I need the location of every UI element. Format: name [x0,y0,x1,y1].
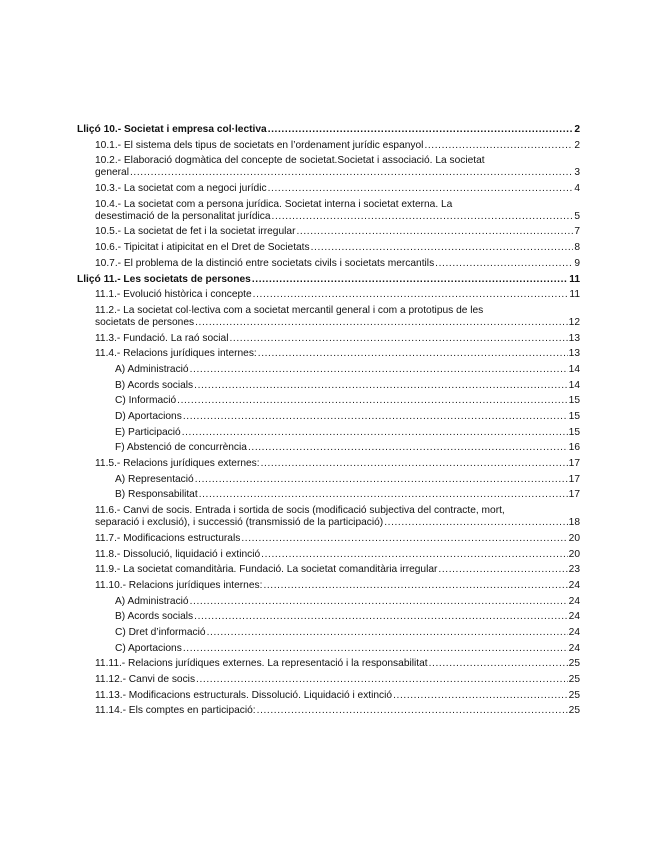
toc-entry[interactable] [95,226,580,238]
toc-page-number: 17 [568,489,580,501]
toc-entry-title: D) Aportacions [115,411,182,422]
toc-entry-title: separació i exclusió), i successió (transmissió de la participació) [95,517,384,529]
toc-entry-title: societats de persones [95,316,195,328]
toc-entry-title: 10.6.- Tipicitat i atipicitat en el Dret de Societats [95,242,310,254]
toc-entry[interactable] [95,549,580,561]
dot-leader [182,427,568,439]
toc-page-number: 20 [568,532,580,544]
dot-leader [384,517,567,529]
dot-leader [194,380,568,392]
toc-entry-title: 11.5.- Relacions jurídiques externes: [95,458,260,470]
toc-entry[interactable] [95,533,580,545]
toc-page-number: 3 [574,167,580,179]
toc-entry-title: 10.1.- El sistema dels tipus de societats en l’ordenament jurídic espanyol [95,139,424,151]
dot-leader [183,411,568,423]
toc-entry[interactable] [95,258,580,270]
toc-entry-title: C) Aportacions [115,642,182,654]
toc-page-number: 17 [568,473,580,485]
toc-entry-title: 11.4.- Relacions jurídiques internes: [95,348,257,360]
toc-entry-title-line: 11.2.- La societat col·lectiva com a societat mercantil general i com a prototipus de les [95,304,484,316]
toc-entry-title: E) Participació [115,426,181,438]
dot-leader [253,289,569,301]
toc-entry[interactable] [95,242,580,254]
toc-entry[interactable] [95,305,580,329]
toc-entry[interactable] [115,489,580,501]
toc-entry[interactable] [77,274,580,286]
toc-entry-title: 10.7.- El problema de la distinció entre societats civils i societats mercantils [95,257,435,269]
toc-page-number: 24 [568,579,580,591]
toc-entry[interactable] [95,333,580,345]
toc-entry[interactable] [115,596,580,608]
toc-entry[interactable] [115,474,580,486]
toc-entry-title: C) Informació [115,395,177,407]
toc-entry-title: 10.3.- La societat com a negoci jurídic [95,183,267,195]
toc-entry[interactable] [95,564,580,576]
toc-entry-title: B) Acords socials [115,379,194,391]
dot-leader [258,348,568,360]
toc-entry-title: Lliçó 10.- Societat i empresa col·lectiva [77,124,267,135]
toc-entry[interactable] [95,458,580,470]
toc-page-number: 2 [574,124,580,135]
toc-entry-last-line [95,167,580,179]
toc-page-number: 23 [568,564,580,576]
toc-entry-title-line: 11.6.- Canvi de socis. Entrada i sortida de socis (modificació subjectiva del contracte, mort, [95,505,505,517]
toc-entry-title: 11.11.- Relacions jurídiques externes. La representació i la responsabilitat [95,658,428,670]
toc-entry-title: 11.1.- Evolució històrica i concepte [95,289,252,301]
toc-entry-title: 11.9.- La societat comanditària. Fundació. La societat comanditària irregular [95,564,438,576]
dot-leader [207,627,568,639]
toc-entry-last-line [95,317,580,329]
dot-leader [194,611,568,623]
toc-entry-title: 11.3.- Fundació. La raó social [95,332,229,344]
toc-entry-title: F) Abstenció de concurrència [115,442,247,454]
dot-leader [248,442,568,454]
dot-leader [261,458,568,470]
dot-leader [190,596,568,608]
dot-leader [268,183,574,195]
toc-page-number: 24 [568,595,580,607]
toc-entry-last-line [95,211,580,223]
toc-page-number: 15 [568,426,580,438]
dot-leader [393,690,568,702]
toc-page-number: 4 [574,183,580,195]
toc-page-number: 25 [568,705,580,717]
toc-page-number: 11 [569,273,580,285]
toc-entry[interactable] [95,690,580,702]
toc-entry[interactable] [115,442,580,454]
toc-entry-title: desestimació de la personalitat jurídica [95,210,271,222]
dot-leader [252,274,568,286]
toc-entry-title: 11.8.- Dissolució, liquidació i extinció [95,548,261,560]
dot-leader [177,395,568,407]
toc-entry[interactable] [95,580,580,592]
toc-entry-title: A) Representació [115,473,194,485]
dot-leader [429,658,568,670]
toc-page-number: 11 [569,289,580,301]
toc-page-number: 13 [568,332,580,344]
toc-entry[interactable] [115,627,580,639]
toc-page-number: 2 [574,139,580,151]
toc-page-number: 15 [568,411,580,422]
dot-leader [296,226,573,238]
toc-entry[interactable] [95,674,580,686]
dot-leader [424,140,573,152]
toc-entry-title: A) Administració [115,595,189,607]
toc-entry[interactable] [95,183,580,195]
dot-leader [195,474,568,486]
toc-page-number: 14 [568,379,580,391]
toc-page-number: 7 [574,226,580,238]
dot-leader [241,533,567,545]
toc-entry[interactable] [95,289,580,301]
dot-leader [272,211,574,223]
dot-leader [268,124,574,136]
dot-leader [130,167,573,179]
toc-entry-title: 11.12.- Canvi de socis [95,674,196,685]
dot-leader [435,258,573,270]
toc-entry-title: 11.7.- Modificacions estructurals [95,532,241,544]
toc-entry-title: general [95,167,129,179]
toc-entry-title-line: 10.4.- La societat com a persona jurídica. Societat interna i societat externa. La [95,198,453,210]
dot-leader [195,317,568,329]
toc-entry[interactable] [115,411,580,423]
toc-entry[interactable] [95,505,580,529]
toc-page-number: 24 [568,626,580,638]
toc-entry[interactable] [95,658,580,670]
toc-page-number: 24 [568,642,580,654]
toc-entry[interactable] [115,380,580,392]
dot-leader [261,549,568,561]
toc-entry-last-line [95,517,580,529]
toc-entry-title: 11.10.- Relacions jurídiques internes: [95,579,263,591]
toc-page-number: 24 [568,611,580,623]
toc-entry[interactable] [95,705,580,717]
dot-leader [257,705,568,717]
dot-leader [229,333,567,345]
toc-entry[interactable] [95,155,580,179]
toc-entry[interactable] [115,643,580,655]
dot-leader [263,580,567,592]
toc-entry-title: Lliçó 11.- Les societats de persones [77,273,251,285]
dot-leader [438,564,567,576]
toc-page-number: 17 [568,458,580,470]
toc-page-number: 25 [568,689,580,701]
toc-page-number: 16 [568,442,580,454]
toc-page-number: 5 [574,210,580,222]
table-of-contents [77,124,580,721]
toc-entry-title: B) Responsabilitat [115,489,198,501]
toc-entry[interactable] [95,140,580,152]
toc-page-number: 13 [568,348,580,360]
toc-entry[interactable] [95,348,580,360]
toc-page-number: 12 [568,316,580,328]
toc-entry-title-line: 10.2.- Elaboració dogmàtica del concepte de societat.Societat i associació. La societat [95,155,485,167]
toc-entry[interactable] [115,427,580,439]
dot-leader [183,643,568,655]
toc-page-number: 14 [568,363,580,375]
toc-page-number: 9 [574,257,580,269]
toc-entry-title: A) Administració [115,363,189,375]
toc-entry[interactable] [115,611,580,623]
toc-page-number: 20 [568,548,580,560]
toc-entry[interactable] [115,395,580,407]
toc-page-number: 25 [568,658,580,670]
toc-page-number: 18 [568,517,580,529]
toc-page-number: 25 [568,674,580,685]
toc-entry-title: C) Dret d’informació [115,626,206,638]
toc-entry-title: B) Acords socials [115,611,194,623]
toc-page-number: 8 [574,242,580,254]
dot-leader [311,242,574,254]
dot-leader [199,489,568,501]
toc-page-number: 15 [568,395,580,407]
toc-entry[interactable] [115,364,580,376]
dot-leader [190,364,568,376]
dot-leader [196,674,568,686]
toc-entry-title: 11.13.- Modificacions estructurals. Dissolució. Liquidació i extinció [95,689,393,701]
toc-entry-title: 11.14.- Els comptes en participació: [95,705,256,717]
toc-entry[interactable] [77,124,580,136]
toc-entry[interactable] [95,199,580,223]
toc-entry-title: 10.5.- La societat de fet i la societat irregular [95,226,296,238]
